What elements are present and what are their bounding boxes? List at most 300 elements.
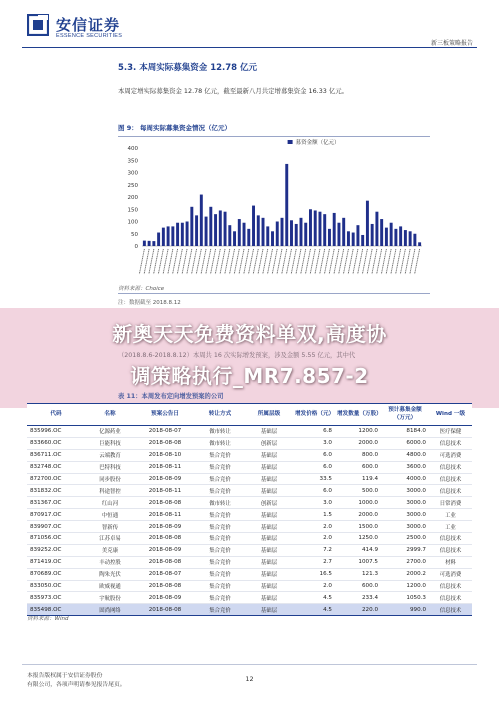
bar (375, 212, 378, 246)
bar (238, 219, 241, 246)
table-row (27, 426, 472, 438)
bar (418, 242, 421, 246)
table-cell: 做市转让 (195, 426, 245, 438)
bar (281, 218, 284, 246)
table-cell: 4.5 (293, 592, 335, 604)
x-tick-mark (211, 249, 216, 274)
table-cell: 基础层 (245, 461, 293, 473)
x-tick-mark (301, 249, 306, 274)
x-tick-mark (239, 249, 244, 274)
x-tick-mark (348, 249, 353, 274)
bar (366, 201, 369, 246)
table-cell: 工业 (429, 521, 472, 533)
bar (333, 213, 336, 246)
bar (337, 223, 340, 246)
table-cell: 2000.0 (335, 437, 381, 449)
y-tick-label: 150 (127, 207, 138, 214)
table-source: 资料来源：Wind (27, 616, 69, 622)
x-tick-mark (220, 249, 225, 274)
table-row (27, 509, 472, 521)
obscured-paragraph: （2018.8.6-2018.8.12）本周共 16 次实际增发预案，涉及金额 5.55 亿元，其中代 (118, 352, 356, 359)
col-header-name: 名称 (85, 404, 135, 426)
placement-table (27, 403, 472, 616)
x-tick-mark (362, 249, 367, 274)
table-cell: 6000.0 (381, 437, 429, 449)
logo-english-name: ESSENCE SECURITIES (56, 33, 123, 39)
table-cell: 2018-08-08 (135, 556, 195, 568)
logo-company-name: 安信证券 (56, 16, 121, 34)
table-cell: 6.0 (293, 485, 335, 497)
table-cell: 信息技术 (429, 473, 472, 485)
table-cell: 121.3 (335, 568, 381, 580)
table-cell: 2018-08-08 (135, 497, 195, 509)
table-cell: 红山河 (85, 497, 135, 509)
table-cell: 科途智控 (85, 485, 135, 497)
x-tick-mark (225, 249, 230, 274)
col-header-industry: Wind 一级 (429, 404, 472, 426)
x-tick-mark (249, 249, 254, 274)
table-cell: 同步股份 (85, 473, 135, 485)
bar (304, 223, 307, 246)
bar (200, 195, 203, 246)
table-cell: 集合竞价 (195, 461, 245, 473)
y-tick-label: 0 (134, 244, 138, 250)
table-cell: 工业 (429, 509, 472, 521)
table-cell: 2018-08-08 (135, 533, 195, 545)
table-cell: 基础层 (245, 580, 293, 592)
x-tick-mark (386, 249, 391, 274)
bar (252, 206, 255, 246)
table-cell: 2018-08-09 (135, 592, 195, 604)
bar (190, 207, 193, 246)
x-tick-mark (230, 249, 235, 274)
table-cell: 2018-08-09 (135, 473, 195, 485)
table-row (27, 604, 472, 616)
bar (224, 212, 227, 246)
x-tick-mark (291, 249, 296, 274)
table-cell: 江苏卓易 (85, 533, 135, 545)
x-tick-mark (358, 249, 363, 274)
y-tick-label: 50 (131, 231, 138, 238)
table-cell: 2.7 (293, 556, 335, 568)
x-tick-mark (192, 249, 197, 274)
x-tick-mark (367, 249, 372, 274)
table-cell: 集合竞价 (195, 473, 245, 485)
chart-source: 资料来源：Choice (118, 286, 165, 292)
table-cell: 6.8 (293, 426, 335, 438)
col-header-date: 预案公告日 (135, 404, 195, 426)
x-tick-mark (268, 249, 273, 274)
x-tick-mark (139, 249, 144, 274)
table-cell: 870917.OC (27, 509, 85, 521)
table-cell: 做市转让 (195, 437, 245, 449)
table-cell: 600.0 (335, 461, 381, 473)
table-cell: 6.0 (293, 449, 335, 461)
table-body (27, 426, 472, 616)
table-cell: 835996.OC (27, 426, 85, 438)
weekly-fundraising-bar-chart (118, 138, 430, 284)
x-tick-mark (277, 249, 282, 274)
x-tick-mark (405, 249, 410, 274)
x-tick-mark (396, 249, 401, 274)
col-header-shares: 增发数量（万股） (335, 404, 381, 426)
table-cell: 信息技术 (429, 544, 472, 556)
table-cell: 3000.0 (381, 497, 429, 509)
table-cell: 信息技术 (429, 604, 472, 616)
bar (409, 231, 412, 246)
table-cell: 2018-08-09 (135, 521, 195, 533)
bar (219, 210, 222, 246)
table-cell: 美克康 (85, 544, 135, 556)
table-cell: 7.2 (293, 544, 335, 556)
table-cell: 4800.0 (381, 449, 429, 461)
table-cell: 基础层 (245, 556, 293, 568)
table-row (27, 473, 472, 485)
table-cell: 832748.OC (27, 461, 85, 473)
table-cell: 巨能科技 (85, 437, 135, 449)
x-tick-mark (182, 249, 187, 274)
table-cell: 基础层 (245, 533, 293, 545)
table-cell: 基础层 (245, 592, 293, 604)
table-cell: 872700.OC (27, 473, 85, 485)
x-tick-mark (400, 249, 405, 274)
bar (371, 224, 374, 246)
table-cell: 基础层 (245, 449, 293, 461)
x-tick-mark (415, 249, 420, 274)
x-tick-mark (286, 249, 291, 274)
bar (394, 229, 397, 246)
table-cell: 2018-08-07 (135, 568, 195, 580)
table-cell: 基础层 (245, 568, 293, 580)
x-tick-mark (343, 249, 348, 274)
y-tick-label: 200 (127, 195, 138, 201)
section-title: 5.3. 本周实际募集资金 12.78 亿元 (118, 63, 258, 73)
table-cell: 固尚网络 (85, 604, 135, 616)
bar (300, 218, 303, 246)
table-cell: 2018-08-08 (135, 437, 195, 449)
footer-line-2: 有限公司，各项声明请参见报告尾页。 (27, 682, 126, 689)
table-cell: 巴特科技 (85, 461, 135, 473)
x-tick-mark (187, 249, 192, 274)
table-cell: 835973.OC (27, 592, 85, 604)
table-cell: 2.0 (293, 580, 335, 592)
table-cell: 信息技术 (429, 485, 472, 497)
x-tick-mark (282, 249, 287, 274)
bar (309, 209, 312, 246)
table-cell: 2018-08-08 (135, 604, 195, 616)
bar (318, 212, 321, 246)
table-cell: 云端教育 (85, 449, 135, 461)
table-cell: 基础层 (245, 521, 293, 533)
bar (399, 226, 402, 246)
table-cell: 2018-08-11 (135, 509, 195, 521)
table-cell: 871419.OC (27, 556, 85, 568)
table-cell: 119.4 (335, 473, 381, 485)
table-cell: 836711.OC (27, 449, 85, 461)
x-tick-mark (196, 249, 201, 274)
table-cell: 2700.0 (381, 556, 429, 568)
table-cell: 800.0 (335, 449, 381, 461)
x-tick-mark (244, 249, 249, 274)
figure-label: 图 9： 每周实际募集资金情况（亿元） (118, 124, 232, 132)
bar (323, 214, 326, 246)
bar (143, 241, 146, 246)
table-title: 表 11：本周发布定向增发预案的公司 (118, 393, 224, 400)
bar (271, 231, 274, 246)
table-cell: 1007.5 (335, 556, 381, 568)
table-cell: 3600.0 (381, 461, 429, 473)
table-cell: 2018-08-11 (135, 485, 195, 497)
table-cell: 陶朱光伏 (85, 568, 135, 580)
x-tick-mark (168, 249, 173, 274)
table-cell: 3000.0 (381, 521, 429, 533)
bar (157, 233, 160, 246)
table-row (27, 449, 472, 461)
bar (167, 226, 170, 246)
table-cell: 2999.7 (381, 544, 429, 556)
x-tick-mark (329, 249, 334, 274)
bar (290, 220, 293, 246)
table-cell: 集合竞价 (195, 521, 245, 533)
table-cell: 2018-08-09 (135, 544, 195, 556)
x-tick-mark (324, 249, 329, 274)
bar (314, 210, 317, 246)
table-cell: 基础层 (245, 485, 293, 497)
legend-label: 募资金额（亿元） (295, 140, 340, 146)
table-cell: 信息技术 (429, 461, 472, 473)
table-cell: 医疗保健 (429, 426, 472, 438)
report-type-label: 新三板策略报告 (430, 40, 473, 47)
x-tick-mark (353, 249, 358, 274)
table-cell: 8184.0 (381, 426, 429, 438)
overlay-headline-line1: 新奥天天免费资料单双,高度协 (112, 322, 387, 346)
x-tick-mark (315, 249, 320, 274)
x-tick-mark (158, 249, 163, 274)
table-cell: 3.0 (293, 497, 335, 509)
bar (247, 229, 250, 246)
table-cell: 丰动控股 (85, 556, 135, 568)
table-cell: 600.0 (335, 580, 381, 592)
x-tick-mark (310, 249, 315, 274)
bar (380, 219, 383, 246)
table-cell: 集合竞价 (195, 533, 245, 545)
bar (276, 222, 279, 247)
bar (257, 215, 260, 246)
table-cell: 智新传 (85, 521, 135, 533)
bar (352, 233, 355, 246)
table-cell: 839252.OC (27, 544, 85, 556)
col-header-amount: 预计募集金额（万元） (381, 404, 429, 426)
table-cell: 基础层 (245, 544, 293, 556)
table-row (27, 580, 472, 592)
x-tick-mark (163, 249, 168, 274)
table-cell: 2018-08-08 (135, 580, 195, 592)
table-cell: 日常消费 (429, 497, 472, 509)
x-tick-mark (201, 249, 206, 274)
bar (361, 235, 364, 246)
table-cell: 500.0 (335, 485, 381, 497)
section-body: 本周定增实际募集资金 12.78 亿元，截至最新八月共定增募集资金 16.33 亿元。 (118, 87, 349, 95)
table-cell: 870689.OC (27, 568, 85, 580)
bar (390, 223, 393, 246)
bar (262, 218, 265, 246)
table-cell: 集合竞价 (195, 544, 245, 556)
table-cell: 基础层 (245, 509, 293, 521)
bar (195, 215, 198, 246)
legend-swatch (288, 140, 293, 144)
table-cell: 信息技术 (429, 533, 472, 545)
bar (295, 224, 298, 246)
table-cell: 做市转让 (195, 497, 245, 509)
bar (186, 222, 189, 247)
table-row (27, 521, 472, 533)
table-cell: 4.5 (293, 604, 335, 616)
table-cell: 414.9 (335, 544, 381, 556)
table-cell: 集合竞价 (195, 580, 245, 592)
y-tick-label: 300 (127, 170, 138, 177)
table-row (27, 556, 472, 568)
bar (285, 164, 288, 246)
bar (171, 226, 174, 246)
table-row (27, 544, 472, 556)
y-tick-label: 350 (127, 158, 138, 165)
bar (385, 228, 388, 246)
x-tick-mark (334, 249, 339, 274)
table-cell: 1250.0 (335, 533, 381, 545)
x-tick-mark (177, 249, 182, 274)
bar (347, 231, 350, 246)
bar (243, 223, 246, 246)
x-tick-mark (253, 249, 258, 274)
page-number: 12 (245, 675, 254, 683)
table-cell: 2000.2 (381, 568, 429, 580)
table-cell: 831367.OC (27, 497, 85, 509)
bar (356, 225, 359, 246)
table-cell: 1000.0 (335, 497, 381, 509)
table-cell: 1200.0 (381, 580, 429, 592)
x-tick-mark (296, 249, 301, 274)
table-cell: 6.0 (293, 461, 335, 473)
x-tick-mark (149, 249, 154, 274)
x-tick-mark (391, 249, 396, 274)
x-tick-mark (377, 249, 382, 274)
col-header-transfer: 转让方式 (195, 404, 245, 426)
table-cell: 2.0 (293, 533, 335, 545)
table-cell: 3000.0 (381, 509, 429, 521)
figure-bottom-rule (118, 293, 430, 294)
table-cell: 创新层 (245, 437, 293, 449)
table-cell: 1050.3 (381, 592, 429, 604)
table-cell: 2500.0 (381, 533, 429, 545)
footer-divider (22, 664, 477, 665)
table-cell: 集合竞价 (195, 592, 245, 604)
x-tick-mark (305, 249, 310, 274)
table-header-row (27, 404, 472, 426)
essence-logo-icon (27, 14, 49, 36)
table-cell: 可选消费 (429, 449, 472, 461)
table-cell: 中恒通 (85, 509, 135, 521)
x-tick-mark (272, 249, 277, 274)
x-tick-mark (372, 249, 377, 274)
table-cell: 835498.OC (27, 604, 85, 616)
table-cell: 基础层 (245, 604, 293, 616)
table-cell: 2.0 (293, 521, 335, 533)
x-tick-mark (215, 249, 220, 274)
bar (413, 234, 416, 246)
header-divider (22, 47, 477, 48)
table-row (27, 485, 472, 497)
x-tick-mark (258, 249, 263, 274)
table-cell: 3.0 (293, 437, 335, 449)
table-cell: 33.5 (293, 473, 335, 485)
chart-note: 注：数据截至 2018.8.12 (118, 300, 181, 306)
table-cell: 欧威视通 (85, 580, 135, 592)
table-cell: 基础层 (245, 473, 293, 485)
bar (266, 226, 269, 246)
table-cell: 集合竞价 (195, 485, 245, 497)
bar (176, 223, 179, 246)
table-cell: 3000.0 (381, 485, 429, 497)
overlay-headline-line2: 调策略执行_MR7.857-2 (130, 364, 369, 388)
table-cell: 2000.0 (335, 509, 381, 521)
x-tick-mark (263, 249, 268, 274)
table-cell: 871056.OC (27, 533, 85, 545)
table-cell: 4000.0 (381, 473, 429, 485)
table-cell: 233.4 (335, 592, 381, 604)
col-header-code: 代码 (27, 404, 85, 426)
table-cell: 2018-08-11 (135, 461, 195, 473)
table-row (27, 461, 472, 473)
bar (342, 218, 345, 246)
table-cell: 839907.OC (27, 521, 85, 533)
table-cell: 2018-08-10 (135, 449, 195, 461)
table-cell: 信息技术 (429, 592, 472, 604)
table-cell: 833050.OC (27, 580, 85, 592)
bar (148, 241, 151, 246)
table-row (27, 497, 472, 509)
table-cell: 集合竞价 (195, 449, 245, 461)
table-cell: 1500.0 (335, 521, 381, 533)
table-cell: 信息技术 (429, 437, 472, 449)
y-tick-label: 250 (127, 182, 138, 189)
x-tick-mark (154, 249, 159, 274)
table-cell: 831832.OC (27, 485, 85, 497)
table-row (27, 568, 472, 580)
table-cell: 材料 (429, 556, 472, 568)
x-tick-mark (173, 249, 178, 274)
x-tick-mark (410, 249, 415, 274)
x-tick-mark (144, 249, 149, 274)
table-cell: 创新层 (245, 497, 293, 509)
x-tick-mark (206, 249, 211, 274)
table-cell: 宇航股份 (85, 592, 135, 604)
bar (214, 214, 217, 246)
table-cell: 1.5 (293, 509, 335, 521)
col-header-price: 增发价格（元） (293, 404, 335, 426)
table-cell: 集合竞价 (195, 556, 245, 568)
x-tick-mark (339, 249, 344, 274)
y-tick-label: 400 (127, 146, 138, 152)
bar (209, 207, 212, 246)
y-tick-label: 100 (127, 219, 138, 226)
table-cell: 集合竞价 (195, 509, 245, 521)
table-cell: 833660.OC (27, 437, 85, 449)
table-row (27, 533, 472, 545)
table-cell: 集合竞价 (195, 604, 245, 616)
figure-top-rule (118, 136, 430, 137)
table-cell: 2018-08-07 (135, 426, 195, 438)
bar (162, 228, 165, 246)
